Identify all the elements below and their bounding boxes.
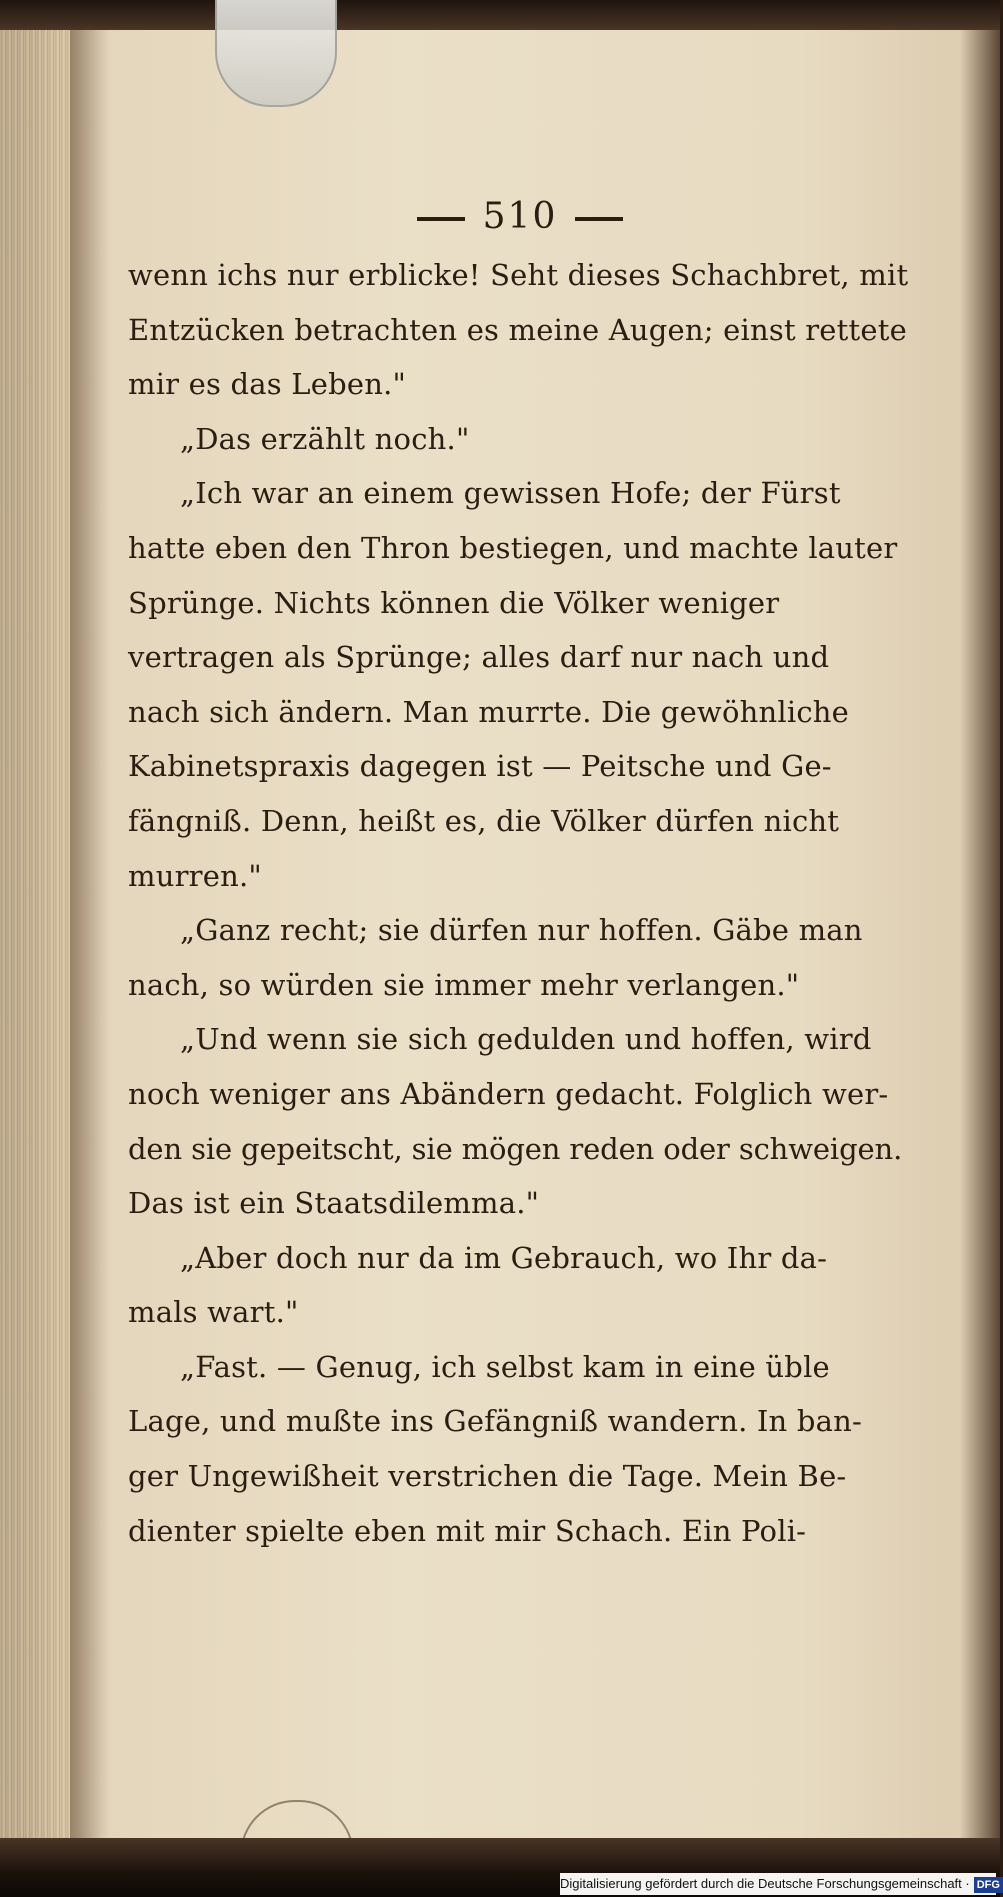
digitization-credit bbox=[560, 1873, 1000, 1895]
text-line: den sie gepeitscht, sie mögen reden oder schweigen. bbox=[128, 1131, 903, 1166]
text-line: „Ganz recht; sie dürfen nur hoffen. Gäbe man bbox=[180, 913, 863, 948]
text-line: „Das erzählt noch." bbox=[180, 421, 470, 456]
text-line: mals wart." bbox=[128, 1295, 299, 1330]
text-line: noch weniger ans Abändern gedacht. Folglich wer- bbox=[128, 1076, 889, 1111]
page-number-dash-right bbox=[575, 217, 623, 221]
book-page bbox=[120, 140, 920, 1820]
text-line: murren." bbox=[128, 858, 262, 893]
text-line: Sprünge. Nichts können die Völker weniger bbox=[128, 585, 780, 620]
text-line: „Und wenn sie sich gedulden und hoffen, wird bbox=[180, 1022, 872, 1057]
text-line: dienter spielte eben mit mir Schach. Ein Poli- bbox=[128, 1513, 807, 1548]
page-number-dash-left bbox=[417, 217, 465, 221]
body-text bbox=[128, 248, 912, 1558]
text-line: nach, so würden sie immer mehr verlangen." bbox=[128, 967, 800, 1002]
text-line: „Aber doch nur da im Gebrauch, wo Ihr da- bbox=[180, 1240, 828, 1275]
book-page-edges bbox=[0, 30, 70, 1838]
dfg-logo: DFG bbox=[974, 1877, 1003, 1893]
text-line: „Fast. — Genug, ich selbst kam in eine üble bbox=[180, 1349, 830, 1384]
text-line: Lage, und mußte ins Gefängniß wandern. In ban- bbox=[128, 1404, 862, 1439]
page-number-value: 510 bbox=[482, 196, 558, 237]
text-line: Entzücken betrachten es meine Augen; einst rettete bbox=[128, 312, 907, 347]
text-line: „Ich war an einem gewissen Hofe; der Fürst bbox=[180, 476, 841, 511]
text-line: mir es das Leben." bbox=[128, 367, 407, 402]
text-line: ger Ungewißheit verstrichen die Tage. Mein Be- bbox=[128, 1459, 847, 1494]
scan-top-edge bbox=[0, 0, 1000, 30]
text-line: Kabinetspraxis dagegen ist — Peitsche und Ge- bbox=[128, 749, 832, 784]
text-line: nach sich ändern. Man murrte. Die gewöhnliche bbox=[128, 694, 850, 729]
text-line: Das ist ein Staatsdilemma." bbox=[128, 1186, 540, 1221]
text-line: hatte eben den Thron bestiegen, und machte lauter bbox=[128, 530, 898, 565]
text-line: fängniß. Denn, heißt es, die Völker dürfen nicht bbox=[128, 803, 840, 838]
book-clip bbox=[215, 0, 337, 107]
credit-text: Digitalisierung gefördert durch die Deutsche Forschungsgemeinschaft · bbox=[560, 1876, 970, 1891]
page-number bbox=[120, 196, 920, 237]
text-line: wenn ichs nur erblicke! Seht dieses Schachbret, mit bbox=[128, 258, 909, 292]
book-gutter-shadow bbox=[70, 30, 110, 1838]
text-line: vertragen als Sprünge; alles darf nur nach und bbox=[128, 640, 830, 675]
